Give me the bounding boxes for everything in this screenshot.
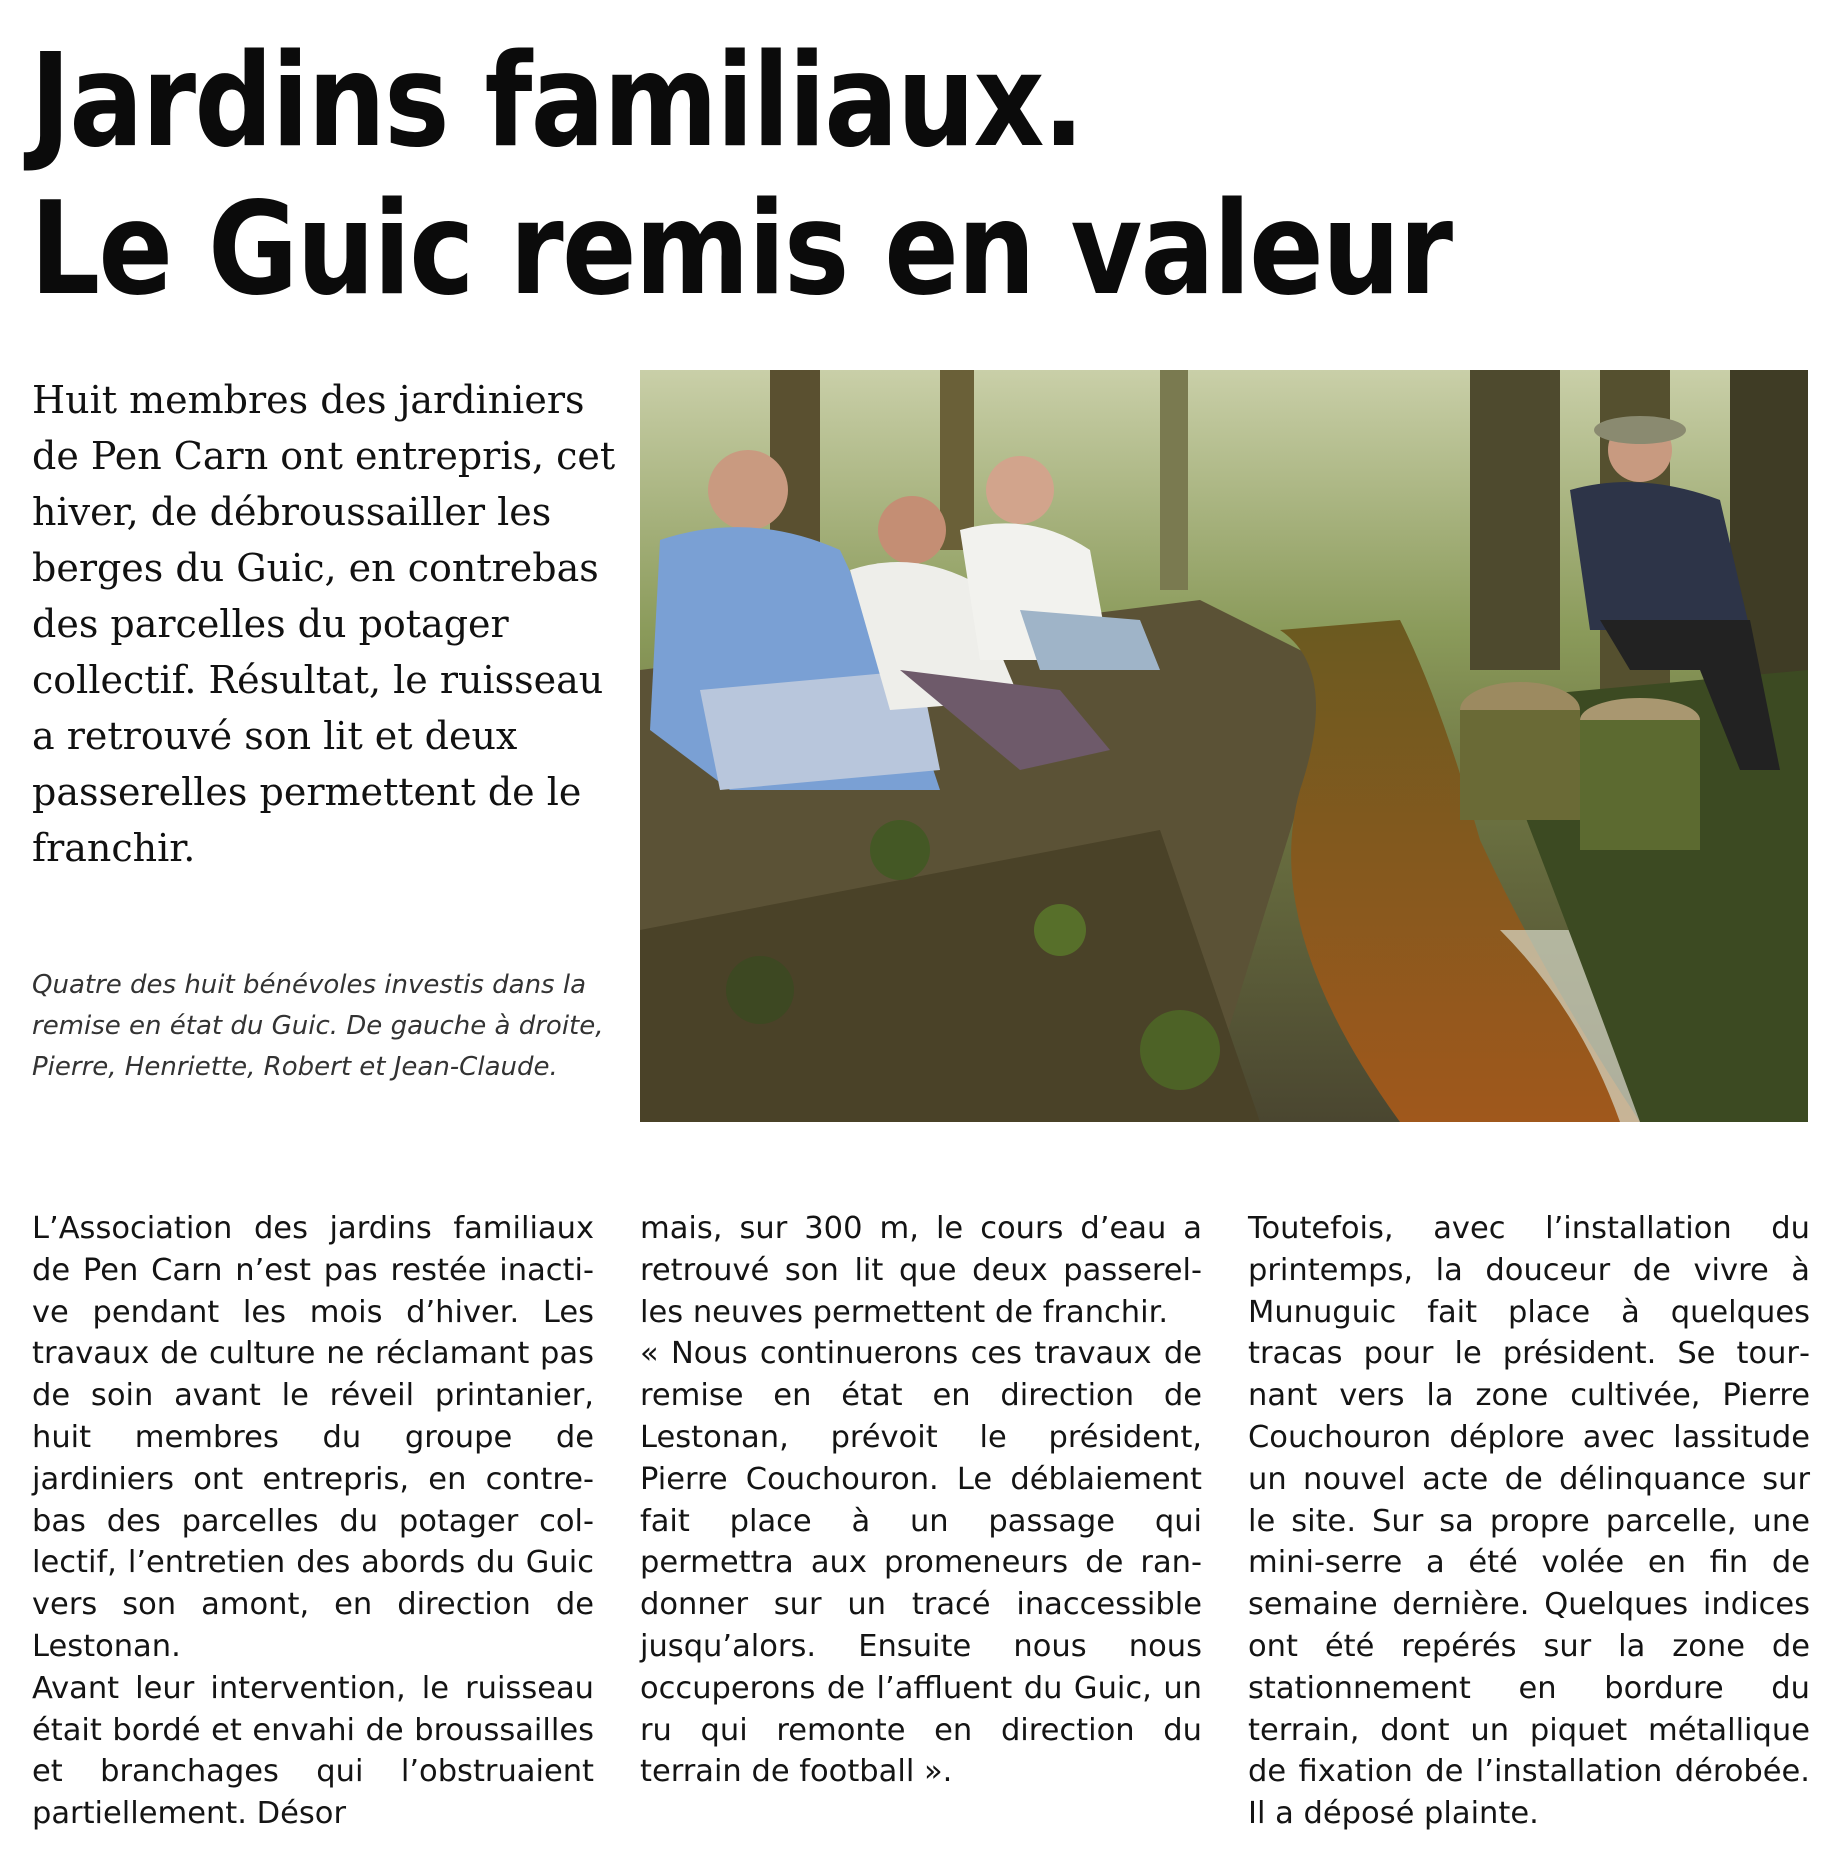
article-column-3 [1248,1208,1810,1835]
photo-caption: Quatre des huit bénévoles investis dans la remise en état du Guic. De gauche à droite, Pierre, Henriette, Robert et Jean-Claude. [32,970,604,1082]
article-lead: Huit membres des jardiniers de Pen Carn ont entrepris, cet hiver, de débroussailler les berges du Guic, en contrebas des parcelles du potager collectif. Résultat, le ruisseau a retrouvé son lit et deux passerelles permettent de le franchir. [32,378,616,870]
article-column-1 [32,1208,594,1835]
article-column-2 [640,1208,1202,1793]
body-paragraph: Avant leur intervention, le ruisseau était bordé et envahi de broussailles et branchages qui l’obstruaient partiellement. Désor [32,1670,594,1832]
article-photo [640,370,1808,1122]
headline-line-1: Jardins familiaux. [30,27,1083,176]
headline-line-2: Le Guic remis en valeur [30,175,1452,324]
body-paragraph: « Nous continuerons ces travaux de remise en état en direction de Lestonan, prévoit le président, Pierre Couchouron. Le déblaiement fait place à un passage qui permettra aux promeneurs de randonner sur un tracé inaccessible jusqu’alors. Ensuite nous nous occuperons de l’affluent du Guic, un ru qui remonte en direction du terrain de football ». [640,1336,1202,1790]
body-paragraph: Toutefois, avec l’installation du printemps, la douceur de vivre à Munuguic fait place à quelques tracas pour le président. Se tournant vers la zone cultivée, Pierre Couchouron déplore avec lassitude un nouvel acte de délinquance sur le site. Sur sa propre parcelle, une mini-serre a été volée en fin de semaine dernière. Quelques indices ont été repérés sur la zone de stationnement en bordure du terrain, dont un piquet métallique de fixation de l’installation dérobée. Il a déposé plainte. [1248,1211,1810,1832]
article-headline [30,28,1451,324]
body-paragraph: L’Association des jardins familiaux de Pen Carn n’est pas restée inactive pendant les mois d’hiver. Les travaux de culture ne réclamant pas de soin avant le réveil printanier, huit membres du groupe de jardiniers ont entrepris, en contrebas des parcelles du potager collectif, l’entretien des abords du Guic vers son amont, en direction de Lestonan. [32,1211,594,1664]
body-paragraph: mais, sur 300 m, le cours d’eau a retrouvé son lit que deux passerelles neuves permettent de franchir. [640,1211,1202,1330]
